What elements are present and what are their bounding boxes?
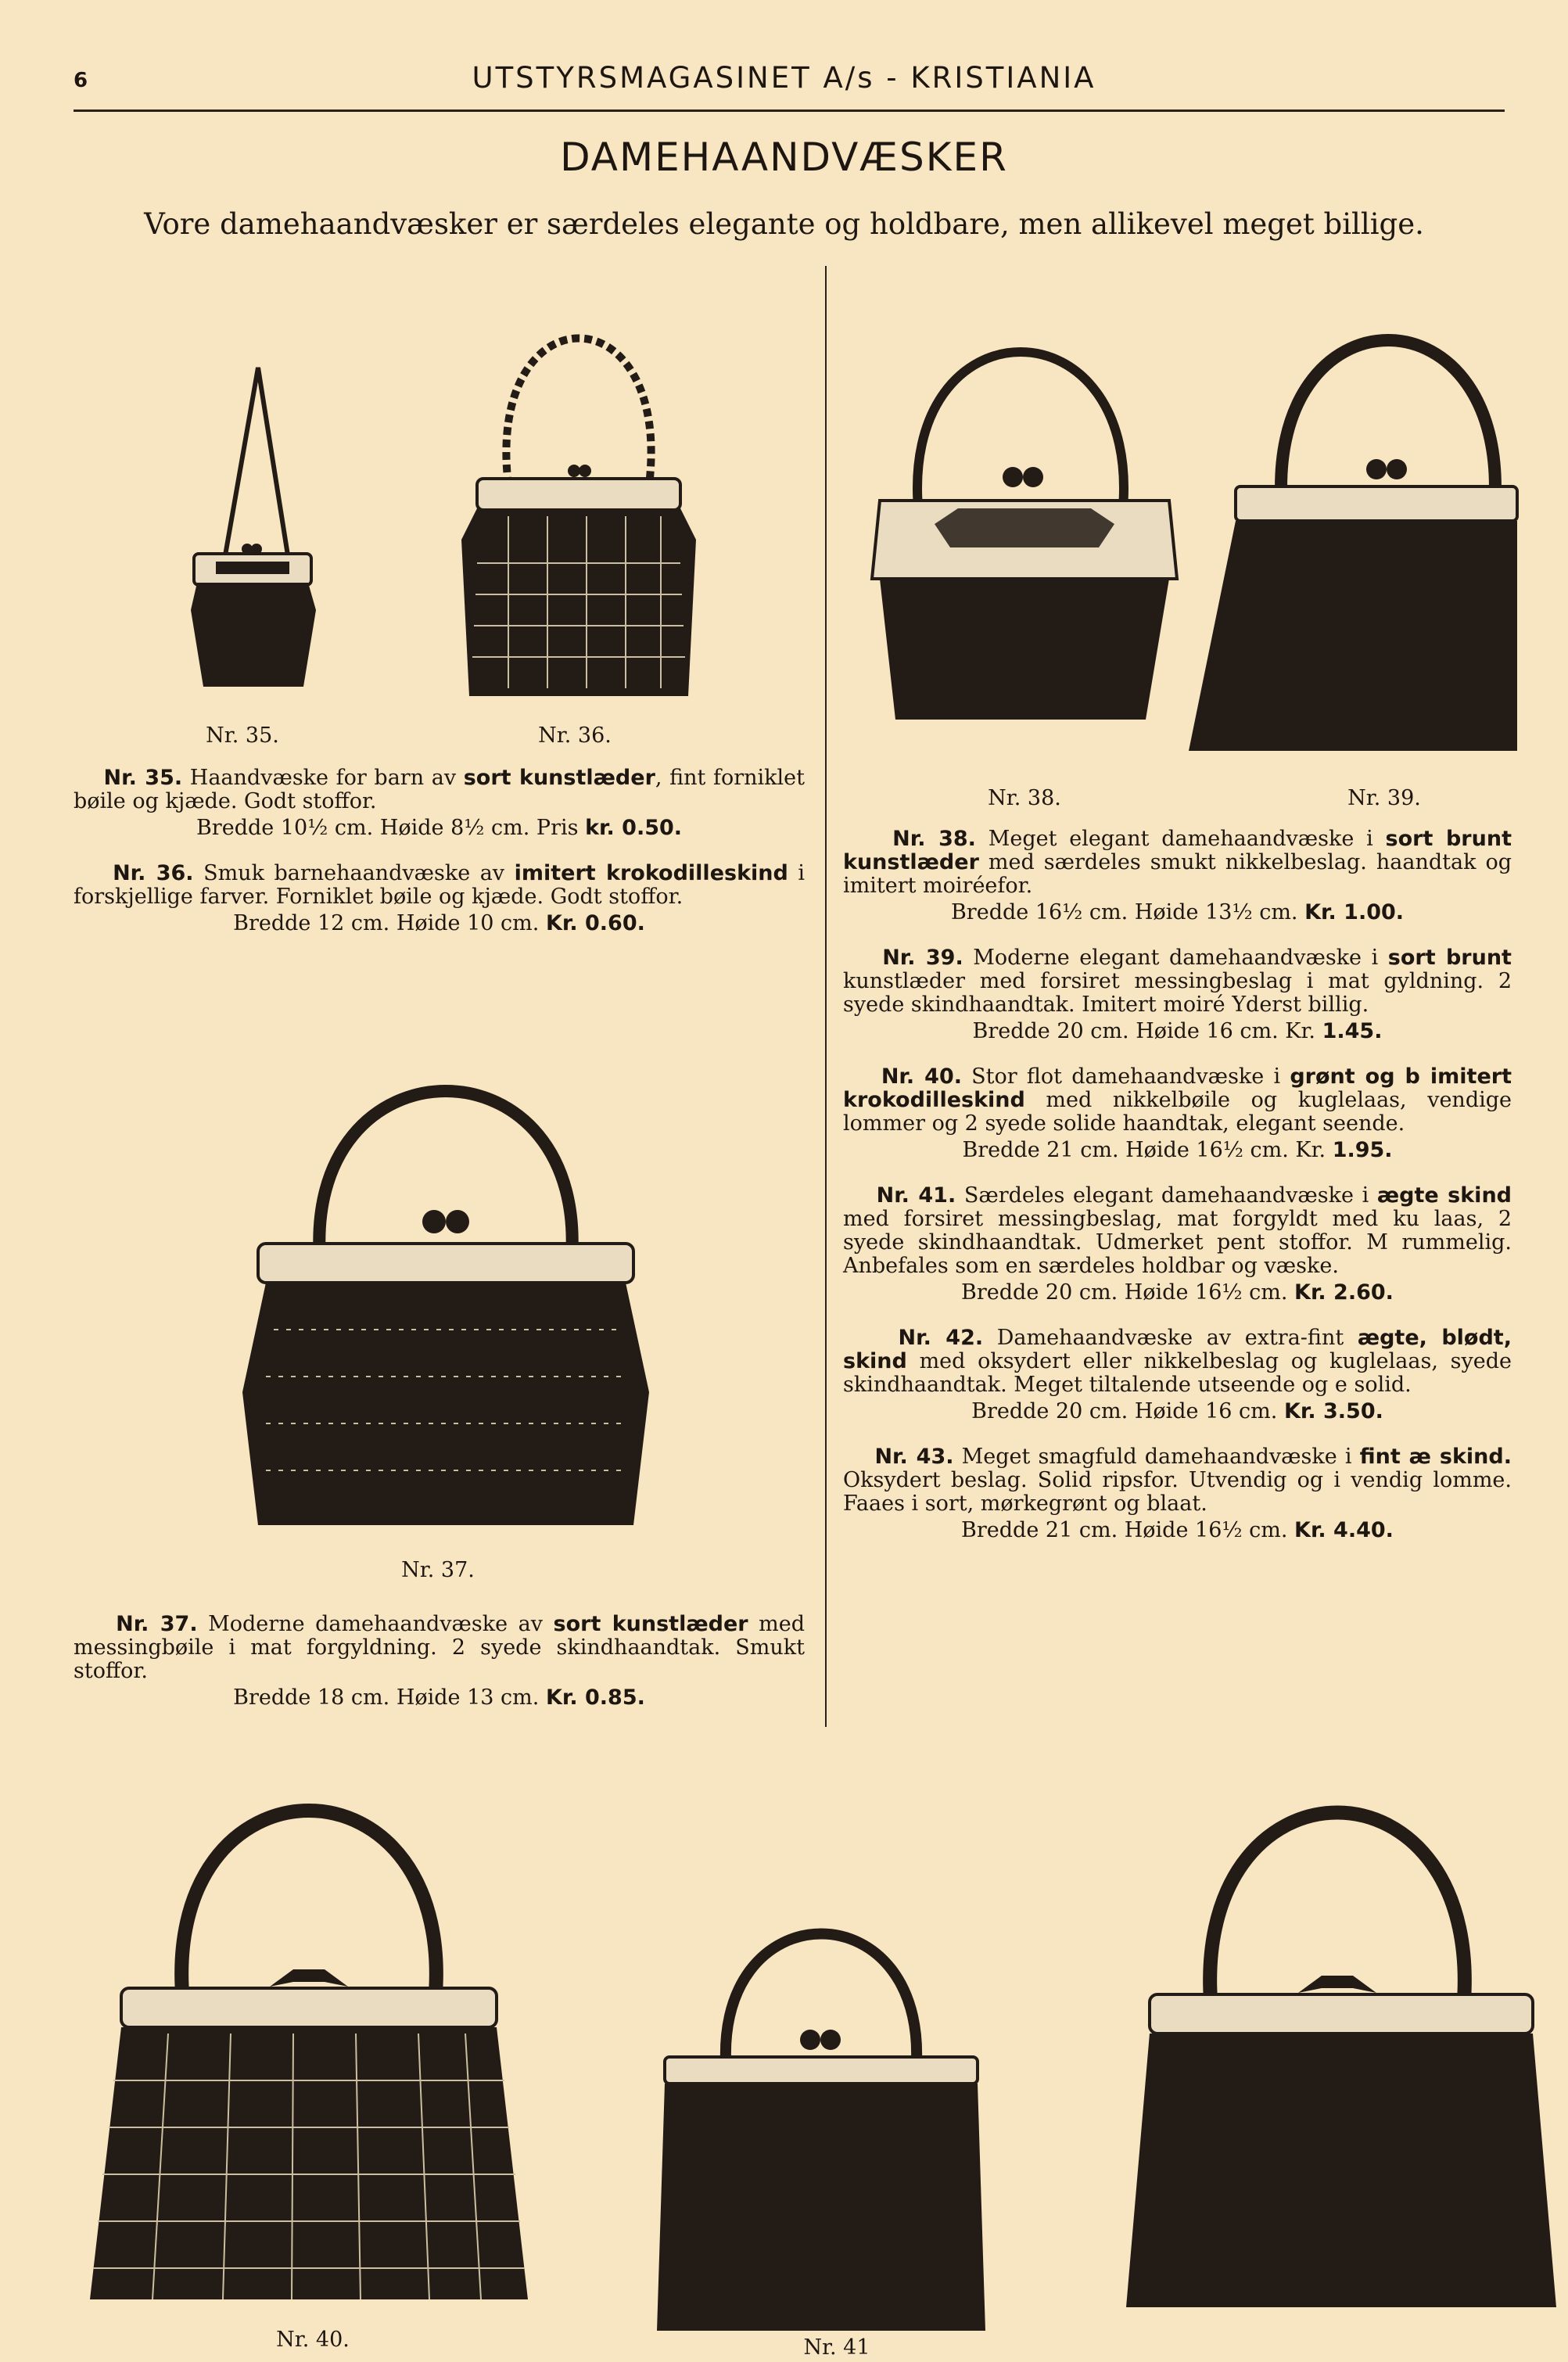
item-nr42-post: med oksydert eller nikkelbeslag og kuglelaas, syede skindhaandtak. Meget tiltalende utseende og e solid. (843, 1349, 1512, 1397)
item-nr43-dims-text: Bredde 21 cm. Høide 16½ cm. (961, 1518, 1295, 1542)
item-nr40-post: med nikkelbøile og kuglelaas, vendige lommer og 2 syede solide haandtak, elegant seende. (843, 1088, 1512, 1136)
item-nr35-price: kr. 0.50. (585, 816, 683, 840)
item-nr42-price: Kr. 3.50. (1283, 1399, 1383, 1423)
column-divider (825, 266, 827, 1727)
page-title: DAMEHAANDVÆSKER (560, 135, 1008, 180)
item-nr43-post: Oksydert beslag. Solid ripsfor. Utvendig og i vendig lomme. Faaes i sort, mørkegrønt og blaat. (843, 1468, 1512, 1516)
running-head: UTSTYRSMAGASINET A/s - KRISTIANIA (472, 61, 1096, 95)
item-nr41-desc (843, 1184, 1512, 1278)
item-nr35-desc (74, 766, 805, 813)
item-nr40-price: 1.95. (1332, 1138, 1393, 1162)
item-nr38-desc (843, 827, 1512, 898)
item-nr40-desc (843, 1065, 1512, 1136)
item-nr39-num: Nr. 39. (882, 946, 963, 970)
item-nr39 (843, 946, 1512, 1043)
item-nr35-post: , fint forniklet bøile og kjæde. Godt stoffor. (74, 766, 805, 813)
item-nr35-dims (74, 817, 805, 840)
item-nr43-bold: fint æ skind. (1359, 1445, 1512, 1469)
item-nr38-bold: sort brunt kunstlæder (843, 827, 1512, 874)
item-nr41-dims (843, 1281, 1512, 1305)
right-column-items (843, 827, 1512, 1542)
item-nr39-desc (843, 946, 1512, 1017)
item-nr39-dims (843, 1020, 1512, 1043)
item-nr41-dims-text: Bredde 20 cm. Høide 16½ cm. (961, 1280, 1295, 1305)
item-nr42 (843, 1326, 1512, 1423)
item-nr40-dims (843, 1139, 1512, 1162)
handbag-icon (864, 297, 1185, 735)
item-nr40-bold: grønt og b imitert krokodilleskind (843, 1064, 1512, 1112)
item-nr39-price: 1.45. (1322, 1019, 1383, 1043)
item-nr40-num: Nr. 40. (881, 1064, 962, 1089)
handbag-icon (1189, 282, 1517, 766)
small-handbag-icon (178, 360, 327, 688)
item-nr41-price: Kr. 2.60. (1294, 1280, 1394, 1305)
item-nr36-dims-text: Bredde 12 cm. Høide 10 cm. (233, 911, 546, 935)
item-nr43-pre: Meget smagfuld damehaandvæske i (953, 1445, 1360, 1469)
item-nr35-dims-text: Bredde 10½ cm. Høide 8½ cm. Pris (196, 816, 586, 840)
item-nr36-pre: Smuk barnehaandvæske av (193, 861, 515, 885)
item-nr42-desc (843, 1326, 1512, 1397)
item-nr37 (74, 1613, 805, 1710)
croc-handbag-icon (90, 1760, 528, 2307)
item-nr41-pre: Særdeles elegant damehaandvæske i (956, 1183, 1377, 1208)
item-nr35 (74, 766, 805, 840)
page-number: 6 (74, 69, 88, 92)
header-rule (74, 109, 1505, 112)
item-nr39-pre: Moderne elegant damehaandvæske i (963, 946, 1388, 970)
item-nr43-price: Kr. 4.40. (1294, 1518, 1394, 1542)
item-nr41-post: med forsiret messingbeslag, mat forgyldt med ku laas, 2 syede skindhaandtak. Udmerket pent stoffor. M rummelig. Anbefales som en særdeles holdbar og væske. (843, 1207, 1512, 1278)
item-nr37-dims-text: Bredde 18 cm. Høide 13 cm. (233, 1685, 546, 1710)
item-nr41-bold: ægte skind (1376, 1183, 1512, 1208)
item-nr35-num: Nr. 35. (103, 766, 183, 790)
item-nr42-pre: Damehaandvæske av extra-fint (983, 1326, 1358, 1350)
item-nr35-pre: Haandvæske for barn av (182, 766, 464, 790)
item-nr36-bold: imitert krokodilleskind (514, 861, 788, 885)
item-nr43 (843, 1445, 1512, 1542)
intro-text: Vore damehaandvæsker er særdeles elegante og holdbare, men allikevel meget billige. (144, 207, 1424, 241)
handbag-icon (657, 1893, 985, 2339)
item-nr41 (843, 1184, 1512, 1305)
item-nr37-bold: sort kunstlæder (553, 1612, 748, 1636)
caption-nr36: Nr. 36. (538, 723, 612, 748)
item-nr37-dims (74, 1686, 805, 1710)
item-nr38-dims-text: Bredde 16½ cm. Høide 13½ cm. (950, 900, 1305, 924)
item-nr35-bold: sort kunstlæder (463, 766, 655, 790)
caption-nr35: Nr. 35. (206, 723, 279, 748)
caption-nr40: Nr. 40. (276, 2328, 350, 2352)
item-nr37-desc (74, 1613, 805, 1683)
item-nr42-bold: ægte, blødt, skind (843, 1326, 1512, 1373)
croc-handbag-icon (454, 274, 704, 712)
item-nr38-num: Nr. 38. (892, 827, 976, 851)
item-nr36-post: i forskjellige farver. Forniklet bøile og kjæde. Godt stoffor. (74, 861, 805, 909)
handbag-icon (1126, 1760, 1556, 2323)
item-nr37-price: Kr. 0.85. (545, 1685, 645, 1710)
item-nr40 (843, 1065, 1512, 1162)
item-nr40-pre: Stor flot damehaandvæske i (961, 1064, 1290, 1089)
item-nr38-dims (843, 901, 1512, 924)
item-nr39-dims-text: Bredde 20 cm. Høide 16 cm. Kr. (972, 1019, 1322, 1043)
item-nr36-dims (74, 912, 805, 935)
item-nr36-num: Nr. 36. (113, 861, 194, 885)
item-nr42-num: Nr. 42. (898, 1326, 984, 1350)
item-nr39-bold: sort brunt (1387, 946, 1512, 970)
caption-nr41: Nr. 41 (803, 2335, 870, 2360)
item-nr38-post: med særdeles smukt nikkelbeslag. haandtak og imitert moiréefor. (843, 850, 1512, 898)
item-nr36 (74, 862, 805, 935)
item-nr36-desc (74, 862, 805, 909)
item-nr39-post: kunstlæder med forsiret messingbeslag i mat gyldning. 2 syede skindhaandtak. Imitert moiré Yderst billig. (843, 969, 1512, 1017)
item-nr38 (843, 827, 1512, 924)
item-nr37-num: Nr. 37. (116, 1612, 198, 1636)
caption-nr37: Nr. 37. (401, 1558, 475, 1582)
item-nr40-dims-text: Bredde 21 cm. Høide 16½ cm. Kr. (962, 1138, 1333, 1162)
caption-nr39: Nr. 39. (1347, 786, 1421, 810)
item-nr43-desc (843, 1445, 1512, 1516)
item-nr43-num: Nr. 43. (874, 1445, 954, 1469)
item-nr38-price: Kr. 1.00. (1304, 900, 1405, 924)
item-nr38-pre: Meget elegant damehaandvæske i (975, 827, 1386, 851)
item-nr36-price: Kr. 0.60. (545, 911, 645, 935)
item-nr42-dims-text: Bredde 20 cm. Høide 16 cm. (971, 1399, 1284, 1423)
handbag-icon (235, 1017, 657, 1533)
item-nr37-post: med messingbøile i mat forgyldning. 2 syede skindhaandtak. Smukt stoffor. (74, 1612, 805, 1683)
item-nr42-dims (843, 1400, 1512, 1423)
item-nr37-pre: Moderne damehaandvæske av (197, 1612, 554, 1636)
item-nr41-num: Nr. 41. (876, 1183, 956, 1208)
item-nr43-dims (843, 1519, 1512, 1542)
caption-nr38: Nr. 38. (988, 786, 1061, 810)
